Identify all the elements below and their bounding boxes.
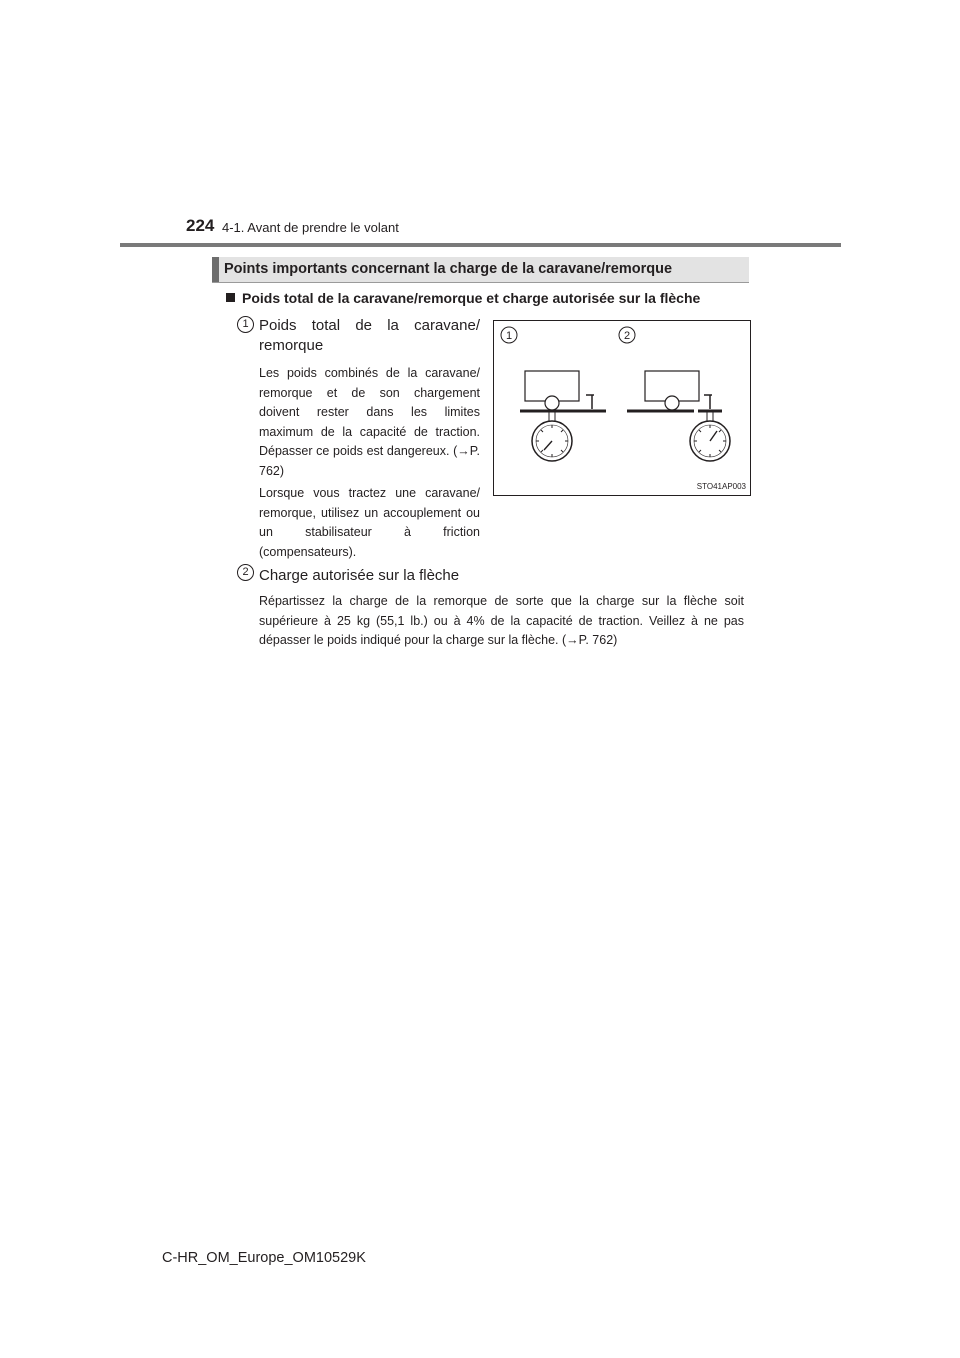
item-paragraph: Lorsque vous tractez une caravane/ remorque, utilisez un accouplement ou un stabilisateur à friction (compensateurs). [259,486,480,559]
figure-callout-2-text: 2 [623,330,631,342]
section-bar-accent [212,257,219,282]
item-number-badge: 2 [237,564,254,581]
section-title-bar [212,257,749,283]
trailer-weight-illustration [520,371,606,461]
tongue-load-illustration [627,371,730,461]
bullet-square-icon [226,293,235,302]
trailer-load-diagram [493,320,751,496]
subsection-heading-text: Poids total de la caravane/remorque et charge autorisée sur la flèche [242,290,701,306]
subsection-heading [226,290,700,306]
section-title: Points importants concernant la charge de la caravane/remorque [224,261,673,277]
page-number: 224 [186,216,215,235]
item-paragraph: Les poids combinés de la caravane/ remorque et de son chargement doivent rester dans les limites maximum de la capacité de traction. Dépasser ce poids est dangereux. (→P. 762) [259,366,480,478]
header-title: 4-1. Avant de prendre le volant [222,220,399,235]
item-title: Poids total de la caravane/ remorque [259,317,480,354]
figure-callout-2 [619,327,635,343]
document-id: C-HR_OM_Europe_OM10529K [162,1250,366,1266]
item-title: Charge autorisée sur la flèche [259,567,460,584]
figure-callout-1 [501,327,517,343]
item-paragraph: Répartissez la charge de la remorque de sorte que la charge sur la flèche soit supérieure à 25 kg (55,1 lb.) ou à 4% de la capacité de traction. Veillez à ne pas dépasser le poids indiqué pour la charge sur la flèche. (→P. 762) [259,594,744,648]
header-divider [120,243,841,247]
figure-code: STO41AP003 [696,482,746,491]
item-number-badge: 1 [237,316,254,333]
figure-callout-1-text: 1 [505,330,513,342]
